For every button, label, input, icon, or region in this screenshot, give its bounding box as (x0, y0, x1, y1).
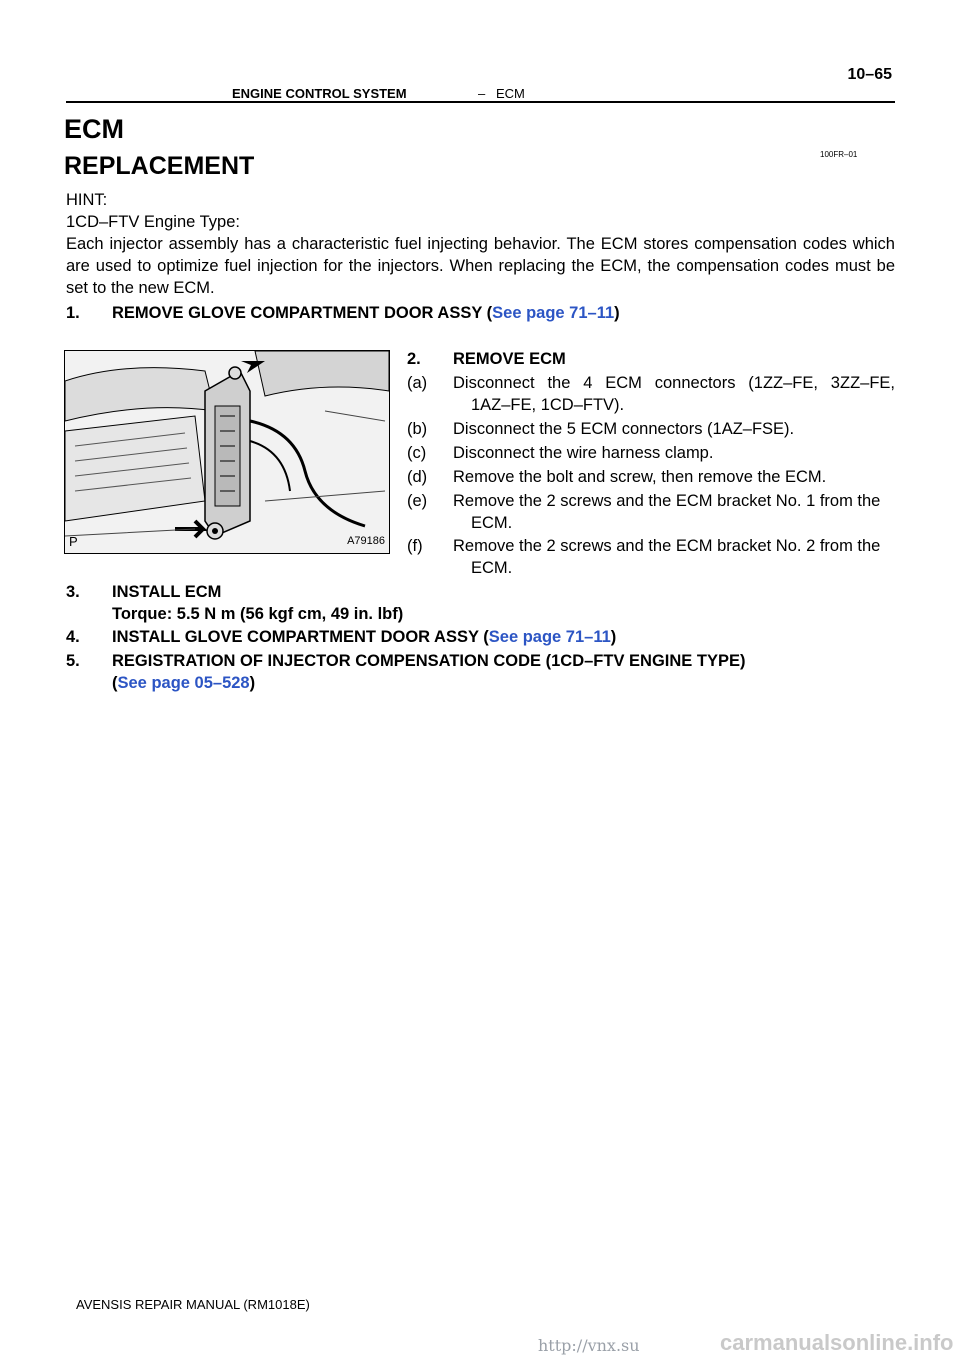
ecm-illustration (65, 351, 389, 553)
section-title: REPLACEMENT (64, 152, 255, 180)
step-2-number: 2. (407, 350, 421, 368)
footer: AVENSIS REPAIR MANUAL (RM1018E) (76, 1297, 310, 1312)
hint-label: HINT: (66, 191, 108, 209)
page-title: ECM (64, 114, 124, 144)
header-rule (66, 101, 895, 103)
watermark-site: carmanualsonline.info (720, 1330, 954, 1355)
figure-label-p: P (69, 534, 78, 549)
step-1-link[interactable]: See page 71–11 (492, 304, 615, 322)
step-2f-line1: Remove the 2 screws and the ECM bracket No. 2 from the (453, 537, 881, 555)
header-section: ENGINE CONTROL SYSTEM (232, 86, 407, 101)
step-2d-text: Remove the bolt and screw, then remove the ECM. (453, 468, 827, 486)
step-4-link[interactable]: See page 71–11 (488, 628, 611, 646)
step-3-torque: Torque: 5.5 N m (56 kgf cm, 49 in. lbf) (112, 605, 404, 623)
step-5-link[interactable]: See page 05–528 (117, 674, 250, 692)
step-4-close: ) (610, 628, 617, 646)
step-4-text: INSTALL GLOVE COMPARTMENT DOOR ASSY ( (112, 628, 489, 646)
step-5-text: REGISTRATION OF INJECTOR COMPENSATION CODE (1CD–FTV ENGINE TYPE) (112, 652, 746, 670)
step-3-number: 3. (66, 583, 80, 601)
step-2-text: REMOVE ECM (453, 350, 566, 368)
step-4-number: 4. (66, 628, 80, 646)
step-2a-line2: 1AZ–FE, 1CD–FTV). (471, 396, 625, 414)
step-5-open: ( (112, 674, 118, 692)
step-2e-line1: Remove the 2 screws and the ECM bracket No. 1 from the (453, 492, 881, 510)
step-2d-number: (d) (407, 468, 428, 486)
hint-body: Each injector assembly has a characteristic fuel injecting behavior. The ECM stores compensation codes which are used to optimize fuel injection for the injectors. When replacing the ECM, the compensation codes must be set to the new ECM. (66, 235, 895, 297)
step-1-text: REMOVE GLOVE COMPARTMENT DOOR ASSY ( (112, 304, 493, 322)
step-3-text: INSTALL ECM (112, 583, 222, 601)
step-2e-line2: ECM. (471, 514, 513, 532)
step-2c-text: Disconnect the wire harness clamp. (453, 444, 714, 462)
step-2f-line2: ECM. (471, 559, 513, 577)
step-2b-text: Disconnect the 5 ECM connectors (1AZ–FSE). (453, 420, 795, 438)
step-5-ref (112, 672, 255, 694)
step-5-close: ) (249, 674, 256, 692)
step-1-number: 1. (66, 304, 80, 322)
step-2c-number: (c) (407, 444, 427, 462)
step-2e-number: (e) (407, 492, 428, 510)
step-1 (112, 302, 620, 324)
step-4 (112, 626, 616, 648)
page-number: 10–65 (847, 66, 892, 83)
step-2b-number: (b) (407, 420, 428, 438)
hint-engine: 1CD–FTV Engine Type: (66, 213, 240, 231)
watermark-url[interactable]: http://vnx.su (538, 1336, 640, 1355)
step-2a-line1: Disconnect the 4 ECM connectors (1ZZ–FE, 3ZZ–FE, (453, 374, 895, 392)
step-2a-number: (a) (407, 374, 428, 392)
header-separator: – (478, 86, 486, 101)
header-subsection: ECM (496, 86, 525, 101)
figure-label-code: A79186 (347, 535, 385, 547)
step-2f-number: (f) (407, 537, 423, 555)
step-5-number: 5. (66, 652, 80, 670)
doc-code: 100FR–01 (820, 150, 858, 159)
step-1-close: ) (614, 304, 620, 322)
ecm-figure (64, 350, 390, 554)
